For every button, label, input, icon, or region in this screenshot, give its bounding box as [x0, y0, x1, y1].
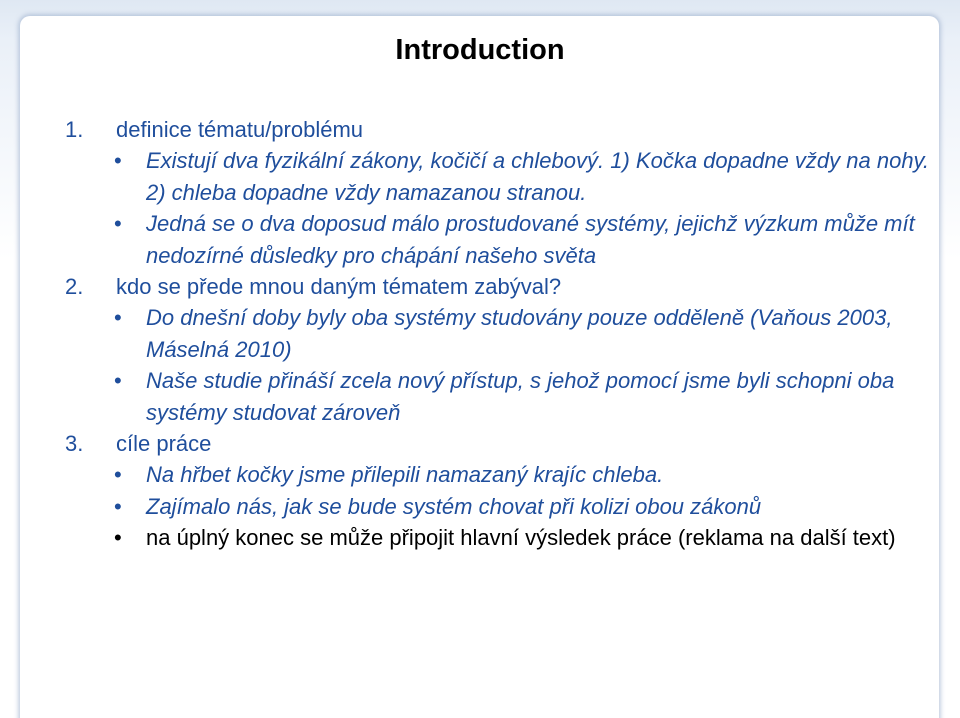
- bullet-icon: •: [114, 368, 122, 394]
- bullet-item: [0, 145, 960, 208]
- bullet-icon: •: [114, 462, 122, 488]
- section-number: 1.: [65, 117, 84, 142]
- bullet-text: Naše studie přináší zcela nový přístup, s jehož pomocí jsme byli schopni oba systémy studovat zároveň: [146, 368, 895, 425]
- bullet-icon: •: [114, 493, 122, 519]
- bullet-item: [0, 302, 960, 365]
- bullet-item: [0, 365, 960, 428]
- slide-content: [0, 114, 960, 554]
- section-number: 2.: [65, 274, 84, 300]
- bullet-item: [0, 459, 960, 490]
- bullet-item: [0, 491, 960, 522]
- section-heading-text: definice tématu/problému: [116, 117, 364, 142]
- bullet-text: Zajímalo nás, jak se bude systém chovat při kolizi obou zákonů: [146, 493, 762, 519]
- bullet-item: [0, 208, 960, 271]
- bullet-text: Jedná se o dva doposud málo prostudované systémy, jejichž výzkum může mít nedozírné důsledky pro chápání našeho světa: [146, 211, 915, 268]
- bullet-icon: •: [114, 148, 122, 174]
- bullet-item: [0, 522, 960, 553]
- bullet-text: Na hřbet kočky jsme přilepili namazaný krajíc chleba.: [146, 462, 664, 488]
- bullet-text: na úplný konec se může připojit hlavní výsledek práce (reklama na další text): [146, 525, 896, 551]
- section-heading-text: kdo se přede mnou daným tématem zabýval?: [116, 274, 562, 300]
- slide-title: Introduction: [395, 34, 565, 66]
- section-heading-text: cíle práce: [116, 431, 212, 457]
- section-heading-1: [0, 114, 960, 145]
- section-heading-3: [0, 428, 960, 459]
- bullet-icon: •: [114, 211, 122, 237]
- section-heading-2: [0, 271, 960, 302]
- bullet-text: Do dnešní doby byly oba systémy studovány pouze odděleně (Vaňous 2003, Máselná 2010): [146, 305, 893, 362]
- bullet-icon: •: [114, 305, 122, 331]
- bullet-text: Existují dva fyzikální zákony, kočičí a chlebový. 1) Kočka dopadne vždy na nohy. 2) chleba dopadne vždy namazanou stranou.: [146, 148, 930, 205]
- section-number: 3.: [65, 431, 84, 457]
- bullet-icon: •: [114, 525, 122, 551]
